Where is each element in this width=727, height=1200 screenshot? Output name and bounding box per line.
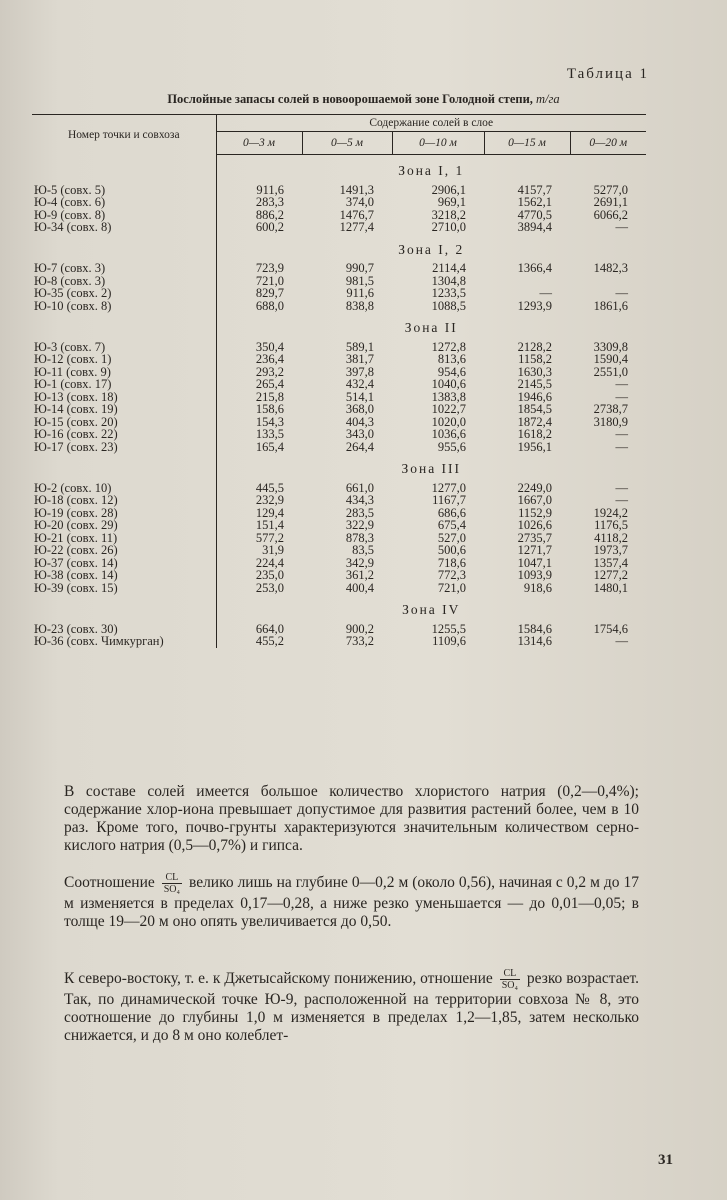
salt-value: 1476,7	[339, 207, 374, 222]
salt-value: 2145,5	[517, 377, 552, 391]
salt-value: 686,6	[437, 505, 466, 520]
table-row	[32, 221, 646, 234]
salt-value: 432,4	[345, 377, 374, 391]
salt-value: 361,2	[345, 568, 374, 582]
salt-value: 1093,9	[517, 568, 552, 582]
table-row	[32, 209, 646, 222]
salt-value: 2128,2	[517, 339, 552, 354]
salt-value: 2710,0	[431, 220, 466, 234]
salt-value: 1357,4	[593, 555, 628, 570]
point-name: Ю-7 (совх. 3)	[32, 262, 216, 275]
salt-value: 2906,1	[431, 182, 466, 197]
zone-spacer	[32, 234, 216, 263]
salt-value: —	[615, 439, 628, 454]
salt-value: 838,8	[345, 298, 374, 313]
salt-value: 342,9	[345, 555, 374, 570]
point-name: Ю-11 (совх. 9)	[32, 366, 216, 379]
salt-value: 1872,4	[517, 414, 552, 429]
salt-value: 718,6	[437, 555, 466, 570]
salt-value: 158,6	[255, 402, 284, 416]
salt-value: 1854,5	[517, 402, 552, 416]
salt-value: 1562,1	[517, 195, 552, 209]
zone-row	[32, 234, 646, 263]
salt-value: 343,0	[345, 427, 374, 441]
zone-title: Зона I, 1	[398, 163, 465, 178]
salt-value: 954,6	[437, 364, 466, 379]
salt-value: 1167,7	[432, 493, 466, 507]
salt-value: 721,0	[437, 580, 466, 595]
column-header-point: Номер точки и совхоза	[32, 115, 216, 155]
table-row	[32, 184, 646, 197]
salt-value: 577,2	[255, 530, 284, 545]
salt-value: 293,2	[255, 364, 284, 379]
table-row	[32, 366, 646, 379]
table-row	[32, 569, 646, 582]
caption-unit: т/га	[536, 92, 560, 106]
point-name: Ю-23 (совх. 30)	[32, 623, 216, 636]
salt-value: 661,0	[345, 480, 374, 495]
salt-value: 1233,5	[431, 286, 466, 300]
point-name: Ю-21 (совх. 11)	[32, 532, 216, 545]
caption-text: Послойные запасы солей в новоорошаемой зоне Голодной степи,	[167, 92, 533, 106]
salt-value: 264,4	[345, 439, 374, 454]
table-row	[32, 482, 646, 495]
point-name: Ю-15 (совх. 20)	[32, 416, 216, 429]
salt-value: 1973,7	[593, 543, 628, 557]
page-number: 31	[658, 1152, 673, 1168]
salt-value: 224,4	[255, 555, 284, 570]
salt-value: 455,2	[255, 634, 284, 648]
salt-value: 434,3	[345, 493, 374, 507]
table-row	[32, 532, 646, 545]
point-name: Ю-37 (совх. 14)	[32, 557, 216, 570]
salt-value: 1383,8	[431, 389, 466, 404]
salt-value: 1630,3	[517, 364, 552, 379]
point-name: Ю-36 (совх. Чимкурган)	[32, 635, 216, 648]
depth-header-4: 0—20 м	[570, 132, 646, 155]
zone-title: Зона I, 2	[398, 241, 465, 257]
point-name: Ю-22 (совх. 26)	[32, 544, 216, 557]
salt-value: 1277,2	[593, 568, 628, 582]
salt-value: 1293,9	[517, 298, 552, 313]
salt-value: —	[615, 634, 628, 648]
point-name: Ю-3 (совх. 7)	[32, 341, 216, 354]
salt-value: 664,0	[255, 621, 284, 636]
paragraph-1: В составе солей имеется большое количество хлористого натрия (0,2—0,4%); содержание хлор-иона превышает допустимое для развития растений более, чем в 10 раз. Кроме того, почво-грунты характеризуются значительным количеством серно-кислого натрия (0,5—0,7%) и гипса.	[64, 783, 639, 854]
salt-value: 151,4	[255, 518, 284, 532]
table-row	[32, 196, 646, 209]
paragraph-3	[64, 968, 639, 1045]
point-name: Ю-18 (совх. 12)	[32, 494, 216, 507]
table-row	[32, 403, 646, 416]
zone-row	[32, 312, 646, 341]
salt-value: 918,6	[523, 580, 552, 595]
table-row	[32, 544, 646, 557]
salt-value: 1036,6	[431, 427, 466, 441]
salt-value: 265,4	[255, 377, 284, 391]
table-row	[32, 519, 646, 532]
salt-value: 6066,2	[593, 207, 628, 222]
salt-value: —	[615, 377, 628, 391]
salt-value: 772,3	[437, 568, 466, 582]
salt-value: 1109,6	[432, 634, 466, 648]
salt-value: 675,4	[437, 518, 466, 532]
salt-value: 1754,6	[593, 621, 628, 636]
point-name: Ю-2 (совх. 10)	[32, 482, 216, 495]
salt-value: —	[615, 480, 628, 495]
table-row	[32, 353, 646, 366]
depth-header-0: 0—3 м	[216, 132, 302, 155]
table-row	[32, 378, 646, 391]
salt-value: 955,6	[437, 439, 466, 454]
table-row	[32, 262, 646, 275]
table-caption	[0, 92, 727, 107]
salt-reserves-table	[32, 114, 646, 648]
salt-value: 1584,6	[517, 621, 552, 636]
salt-value: 3309,8	[593, 339, 628, 354]
salt-value: 990,7	[345, 261, 374, 275]
ratio-denominator: SO₄	[163, 884, 180, 895]
salt-value: 232,9	[255, 493, 284, 507]
table-row	[32, 287, 646, 300]
point-name: Ю-1 (совх. 17)	[32, 378, 216, 391]
salt-value: 1152,9	[518, 505, 552, 520]
salt-value: 1277,0	[431, 480, 466, 495]
salt-value: 1026,6	[517, 518, 552, 532]
salt-value: 129,4	[255, 505, 284, 520]
salt-value: 1491,3	[339, 182, 374, 197]
zone-spacer	[32, 312, 216, 341]
salt-value: 445,5	[255, 480, 284, 495]
salt-value: 1022,7	[431, 402, 466, 416]
cl-so4-ratio	[162, 872, 182, 895]
salt-value: 1667,0	[517, 493, 552, 507]
salt-value: 733,2	[345, 634, 374, 648]
salt-value: 829,7	[255, 286, 284, 300]
zone-row	[32, 453, 646, 482]
point-name: Ю-8 (совх. 3)	[32, 275, 216, 288]
table-row	[32, 428, 646, 441]
salt-value: 600,2	[255, 220, 284, 234]
salt-value: —	[615, 389, 628, 404]
zone-spacer	[32, 594, 216, 623]
salt-value: 4157,7	[517, 182, 552, 197]
salt-value: 2249,0	[517, 480, 552, 495]
salt-value: 878,3	[345, 530, 374, 545]
salt-value: 1304,8	[431, 273, 466, 288]
column-group-header: Содержание солей в слое	[216, 115, 646, 132]
salt-value: 3180,9	[593, 414, 628, 429]
salt-value: 1040,6	[431, 377, 466, 391]
salt-value: 1176,5	[594, 518, 628, 532]
salt-value: —	[615, 220, 628, 234]
cl-so4-ratio-2	[500, 968, 520, 991]
salt-value: 165,4	[255, 439, 284, 454]
table-row	[32, 441, 646, 454]
salt-value: 31,9	[262, 543, 284, 557]
salt-value: 723,9	[255, 261, 284, 275]
table-row	[32, 507, 646, 520]
table-number-label: Таблица 1	[566, 66, 649, 82]
salt-value: 1482,3	[593, 261, 628, 275]
zone-spacer	[32, 155, 216, 184]
salt-value: 283,5	[345, 505, 374, 520]
point-name: Ю-20 (совх. 29)	[32, 519, 216, 532]
salt-value: 283,3	[255, 195, 284, 209]
table-row	[32, 341, 646, 354]
salt-value: 322,9	[345, 518, 374, 532]
salt-value: 688,0	[255, 298, 284, 313]
salt-value: 900,2	[345, 621, 374, 636]
salt-value: 1047,1	[517, 555, 552, 570]
salt-value: 969,1	[437, 195, 466, 209]
salt-value: 1255,5	[431, 621, 466, 636]
zone-title: Зона IV	[402, 602, 461, 617]
salt-value: 1277,4	[339, 220, 374, 234]
salt-value: 2691,1	[593, 195, 628, 209]
salt-value: 886,2	[255, 207, 284, 222]
point-name: Ю-19 (совх. 28)	[32, 507, 216, 520]
depth-header-2: 0—10 м	[392, 132, 484, 155]
salt-value: 981,5	[345, 273, 374, 288]
salt-value: 1088,5	[431, 298, 466, 313]
salt-value: 1946,6	[517, 389, 552, 404]
point-name: Ю-34 (совх. 8)	[32, 221, 216, 234]
point-name: Ю-12 (совх. 1)	[32, 353, 216, 366]
salt-value: 813,6	[437, 352, 466, 366]
salt-value: —	[615, 427, 628, 441]
salt-value: 911,6	[256, 182, 284, 197]
salt-value: 368,0	[345, 402, 374, 416]
table-body	[32, 155, 646, 648]
salt-value: 4770,5	[517, 207, 552, 222]
zone-row	[32, 155, 646, 184]
salt-value: 83,5	[352, 543, 374, 557]
salt-value: 253,0	[255, 580, 284, 595]
zone-row	[32, 594, 646, 623]
salt-value: 2735,7	[517, 530, 552, 545]
salt-value: 2551,0	[593, 364, 628, 379]
paragraph-3-end: резко возрастает. Так, по динамической точке Ю-9, расположенной на территории совхоза № 8, это соотношение до глубины 1,0 м изменяется в пределах 1,2—1,85, затем несколько снижается, и до 8 м оно колеблет-	[64, 970, 640, 1044]
salt-value: 1272,8	[431, 339, 466, 354]
salt-value: 1480,1	[593, 580, 628, 595]
table-row	[32, 416, 646, 429]
depth-header-3: 0—15 м	[484, 132, 570, 155]
table-row	[32, 300, 646, 313]
salt-value: 911,6	[346, 286, 374, 300]
salt-value: —	[539, 286, 552, 300]
point-name: Ю-38 (совх. 14)	[32, 569, 216, 582]
salt-value: 350,4	[255, 339, 284, 354]
ratio-denominator-2: SO₄	[501, 980, 518, 991]
salt-value: 500,6	[437, 543, 466, 557]
salt-value: 1924,2	[593, 505, 628, 520]
point-name: Ю-17 (совх. 23)	[32, 441, 216, 454]
point-name: Ю-10 (совх. 8)	[32, 300, 216, 313]
salt-value: 1590,4	[593, 352, 628, 366]
ratio-numerator-2: CL	[500, 968, 520, 980]
table-row	[32, 494, 646, 507]
point-name: Ю-9 (совх. 8)	[32, 209, 216, 222]
salt-value: 1956,1	[517, 439, 552, 454]
salt-value: 381,7	[345, 352, 374, 366]
zone-title: Зона II	[404, 320, 458, 335]
salt-value	[484, 275, 570, 288]
salt-value: 133,5	[255, 427, 284, 441]
salt-value: 3894,4	[517, 220, 552, 234]
depth-header-1: 0—5 м	[302, 132, 392, 155]
paragraph-2	[64, 872, 639, 931]
salt-value: 1618,2	[517, 427, 552, 441]
point-name: Ю-13 (совх. 18)	[32, 391, 216, 404]
salt-value: 721,0	[255, 273, 284, 288]
zone-spacer	[32, 453, 216, 482]
salt-value: 3218,2	[431, 207, 466, 222]
salt-value: 1020,0	[431, 414, 466, 429]
point-name: Ю-39 (совх. 15)	[32, 582, 216, 595]
salt-value: 236,4	[255, 352, 284, 366]
point-name: Ю-35 (совх. 2)	[32, 287, 216, 300]
salt-value: 215,8	[255, 389, 284, 404]
table-row	[32, 635, 646, 648]
salt-value: 1158,2	[518, 352, 552, 366]
salt-value: —	[615, 493, 628, 507]
table-row	[32, 582, 646, 595]
salt-value: 400,4	[345, 580, 374, 595]
salt-value: 235,0	[255, 568, 284, 582]
point-name: Ю-4 (совх. 6)	[32, 196, 216, 209]
table-row	[32, 391, 646, 404]
salt-value: 1861,6	[593, 298, 628, 313]
salt-value: 2114,4	[432, 261, 466, 275]
paragraph-2-end: велико лишь на глубине 0—0,2 м (около 0,56), начиная с 0,2 м до 17 м изменяется в пределах 0,17—0,28, а ниже резко уменьшается — до 0,01—0,05; в толще 19—20 м оно опять увеличивается до 0,50.	[64, 874, 639, 930]
point-name: Ю-16 (совх. 22)	[32, 428, 216, 441]
salt-value: 527,0	[437, 530, 466, 545]
salt-value: 374,0	[345, 195, 374, 209]
salt-value: —	[615, 286, 628, 300]
salt-value: 1366,4	[517, 261, 552, 275]
salt-value: 589,1	[345, 339, 374, 354]
paragraph-3-start: К северо-востоку, т. е. к Джетысайскому понижению, отношение	[64, 970, 493, 988]
zone-title: Зона III	[401, 461, 462, 476]
salt-value: 404,3	[345, 414, 374, 429]
salt-value	[570, 275, 646, 288]
salt-value: 1271,7	[517, 543, 552, 557]
salt-value: 5277,0	[593, 182, 628, 197]
salt-value: 1314,6	[517, 634, 552, 648]
salt-value: 397,8	[345, 364, 374, 379]
paragraph-2-start: Соотношение	[64, 874, 155, 892]
table-row	[32, 275, 646, 288]
table-row	[32, 557, 646, 570]
ratio-numerator: CL	[162, 872, 182, 884]
salt-value: 2738,7	[593, 402, 628, 416]
salt-value: 4118,2	[594, 530, 628, 545]
point-name: Ю-14 (совх. 19)	[32, 403, 216, 416]
salt-value: 154,3	[255, 414, 284, 429]
point-name: Ю-5 (совх. 5)	[32, 184, 216, 197]
salt-value: 514,1	[345, 389, 374, 404]
